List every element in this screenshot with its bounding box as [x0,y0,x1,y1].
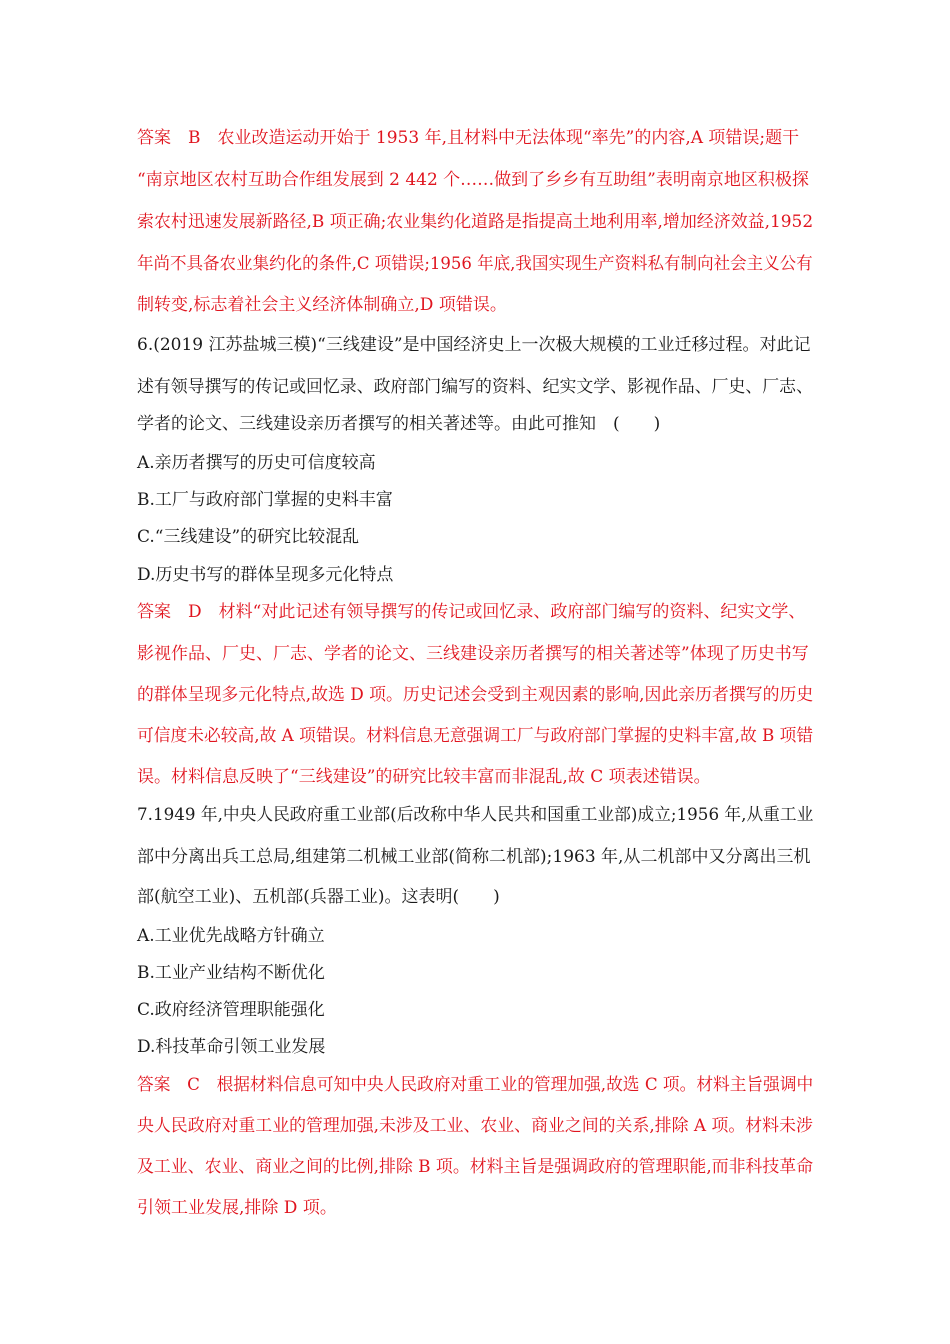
question-6-option-d: D.历史书写的群体呈现多元化特点 [137,565,394,585]
answer-7-line-3: 及工业、农业、商业之间的比例,排除 B 项。材料主旨是强调政府的管理职能,而非科技革命 [137,1157,814,1177]
answer-6-line-2: 影视作品、厂史、厂志、学者的论文、三线建设亲历者撰写的相关著述等”体现了历史书写 [137,644,809,664]
answer-5-line-5: 制转变,标志着社会主义经济体制确立,D 项错误。 [137,295,507,315]
question-6-stem-line-2: 述有领导撰写的传记或回忆录、政府部门编写的资料、纪实文学、影视作品、厂史、厂志、 [137,377,813,397]
question-6-option-c: C.“三线建设”的研究比较混乱 [137,527,360,547]
question-7-stem-line-1: 7.1949 年,中央人民政府重工业部(后改称中华人民共和国重工业部)成立;1956 年,从重工业 [137,805,814,825]
answer-7-line-1: 答案 C 根据材料信息可知中央人民政府对重工业的管理加强,故选 C 项。材料主旨强调中 [137,1075,814,1095]
question-7-option-a: A.工业优先战略方针确立 [137,926,325,946]
question-6-option-a: A.亲历者撰写的历史可信度较高 [137,453,376,473]
answer-7-line-2: 央人民政府对重工业的管理加强,未涉及工业、农业、商业之间的关系,排除 A 项。材料未涉 [137,1116,813,1136]
question-6-stem-line-3: 学者的论文、三线建设亲历者撰写的相关著述等。由此可推知 ( ) [137,414,661,434]
answer-6-line-5: 误。材料信息反映了“三线建设”的研究比较丰富而非混乱,故 C 项表述错误。 [137,767,711,787]
answer-6-line-1: 答案 D 材料“对此记述有领导撰写的传记或回忆录、政府部门编写的资料、纪实文学、 [137,602,806,622]
question-6-stem-line-1: 6.(2019 江苏盐城三模)“三线建设”是中国经济史上一次极大规模的工业迁移过程。对此记 [137,335,811,355]
answer-5-line-4: 年尚不具备农业集约化的条件,C 项错误;1956 年底,我国实现生产资料私有制向社会主义公有 [137,254,813,274]
answer-6-line-3: 的群体呈现多元化特点,故选 D 项。历史记述会受到主观因素的影响,因此亲历者撰写的历史 [137,685,814,705]
question-7-stem-line-2: 部中分离出兵工总局,组建第二机械工业部(简称二机部);1963 年,从二机部中又分离出三机 [137,847,811,867]
question-7-option-b: B.工业产业结构不断优化 [137,963,325,983]
answer-5-line-2: “南京地区农村互助合作组发展到 2 442 个……做到了乡乡有互助组”表明南京地区积极探 [137,170,809,190]
answer-6-line-4: 可信度未必较高,故 A 项错误。材料信息无意强调工厂与政府部门掌握的史料丰富,故 B 项错 [137,726,814,746]
question-7-option-c: C.政府经济管理职能强化 [137,1000,325,1020]
answer-7-line-4: 引领工业发展,排除 D 项。 [137,1198,337,1218]
answer-5-line-1: 答案 B 农业改造运动开始于 1953 年,且材料中无法体现“率先”的内容,A 项错误;题干 [137,128,800,148]
question-7-option-d: D.科技革命引领工业发展 [137,1037,326,1057]
answer-5-line-3: 索农村迅速发展新路径,B 项正确;农业集约化道路是指提高土地利用率,增加经济效益,1952 [137,212,814,232]
question-7-stem-line-3: 部(航空工业)、五机部(兵器工业)。这表明( ) [137,887,500,907]
question-6-option-b: B.工厂与政府部门掌握的史料丰富 [137,490,393,510]
